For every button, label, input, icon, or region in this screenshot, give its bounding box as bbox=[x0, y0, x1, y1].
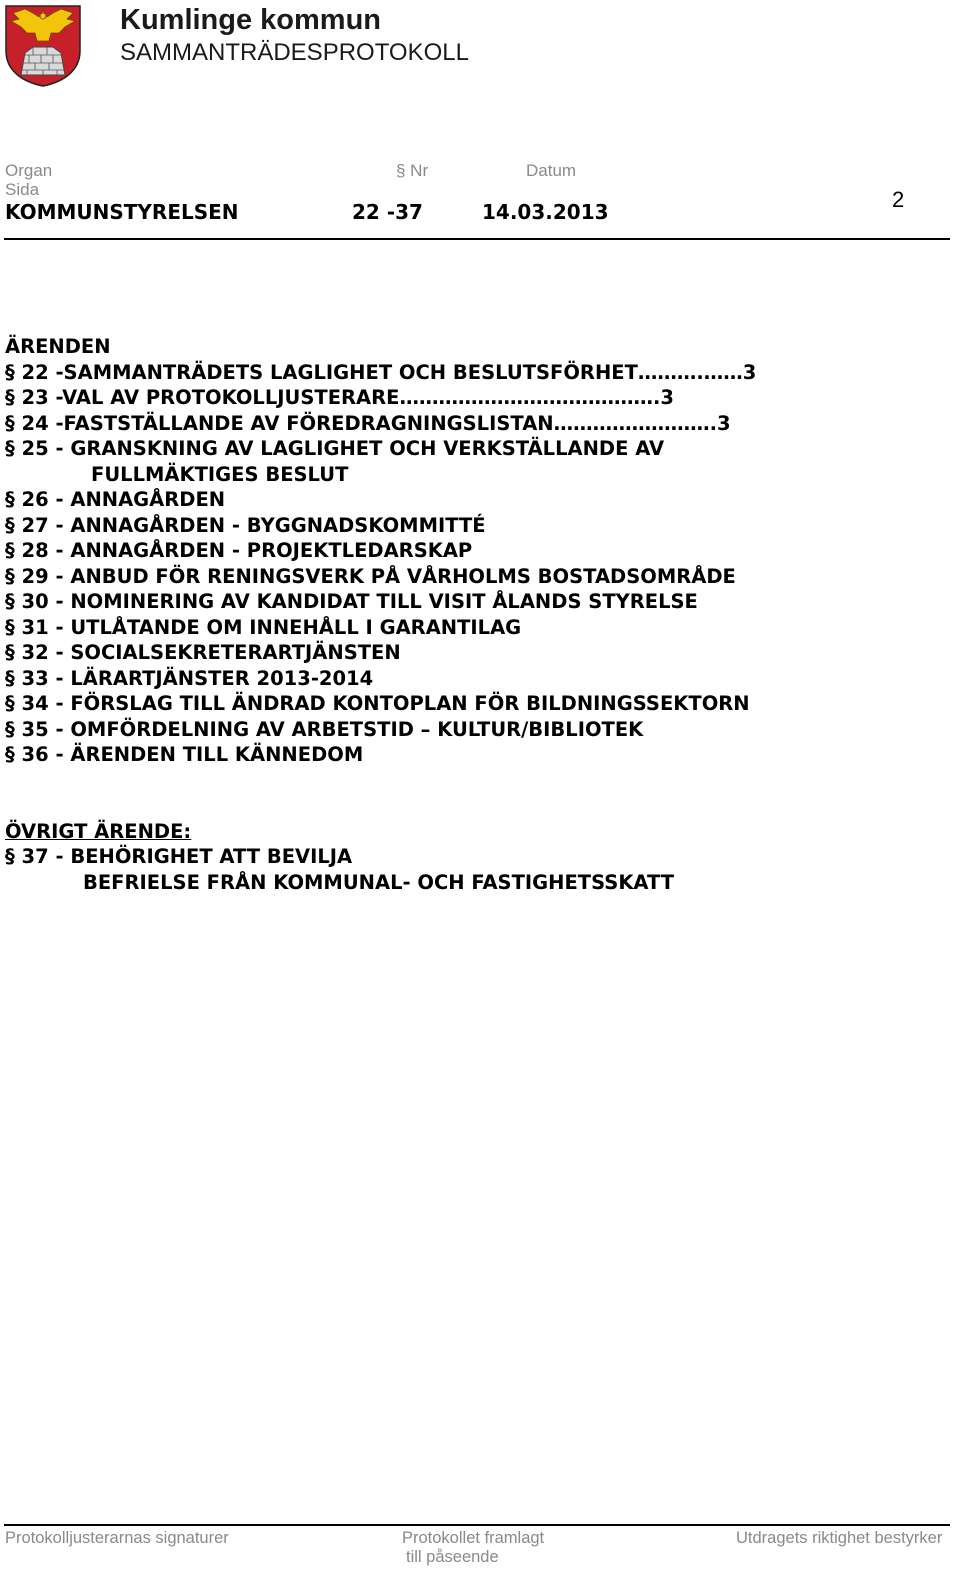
agenda-item: § 26 - ANNAGÅRDEN bbox=[5, 488, 226, 511]
agenda-item: § 28 - ANNAGÅRDEN - PROJEKTLEDARSKAP bbox=[5, 539, 473, 562]
agenda-item: § 25 - GRANSKNING AV LAGLIGHET OCH VERKSTÄLLANDE AV bbox=[5, 437, 665, 460]
section-nr-value: 22 -37 bbox=[352, 200, 423, 224]
section-nr-label: § Nr bbox=[396, 161, 429, 180]
municipality-crest-logo bbox=[3, 3, 83, 88]
agenda-heading: ÄRENDEN bbox=[5, 335, 111, 358]
date-label: Datum bbox=[526, 161, 577, 180]
organ-value: KOMMUNSTYRELSEN bbox=[5, 200, 239, 224]
agenda-item: § 32 - SOCIALSEKRETERARTJÄNSTEN bbox=[5, 641, 401, 664]
agenda-item: § 33 - LÄRARTJÄNSTER 2013-2014 bbox=[5, 666, 374, 690]
agenda-item: § 34 - FÖRSLAG TILL ÄNDRAD KONTOPLAN FÖR BILDNINGSSEKTORN bbox=[5, 692, 750, 715]
agenda-item: § 27 - ANNAGÅRDEN - BYGGNADSKOMMITTÉ bbox=[5, 513, 486, 537]
footer-divider bbox=[4, 1524, 950, 1526]
page-number: 2 bbox=[892, 187, 905, 212]
other-matters-item: § 37 - BEHÖRIGHET ATT BEVILJA bbox=[5, 845, 353, 868]
agenda-list bbox=[5, 334, 756, 895]
document-type: SAMMANTRÄDESPROTOKOLL bbox=[120, 39, 469, 66]
agenda-item: § 35 - OMFÖRDELNING AV ARBETSTID – KULTUR/BIBLIOTEK bbox=[5, 717, 644, 741]
certified-label: Utdragets riktighet bestyrker bbox=[736, 1529, 943, 1547]
agenda-item: § 29 - ANBUD FÖR RENINGSVERK PÅ VÅRHOLMS BOSTADSOMRÅDE bbox=[5, 564, 736, 588]
agenda-item: § 30 - NOMINERING AV KANDIDAT TILL VISIT ÅLANDS STYRELSE bbox=[5, 590, 698, 613]
organ-label: Organ bbox=[5, 161, 53, 180]
presented-label-2: till påseende bbox=[406, 1548, 499, 1566]
agenda-item: § 36 - ÄRENDEN TILL KÄNNEDOM bbox=[5, 743, 364, 766]
presented-label: Protokollet framlagt bbox=[402, 1529, 545, 1547]
municipality-name: Kumlinge kommun bbox=[120, 4, 382, 36]
agenda-item: § 23 -VAL AV PROTOKOLLJUSTERARE………………………………….3 bbox=[5, 386, 674, 409]
other-matters-heading: ÖVRIGT ÄRENDE: bbox=[5, 819, 192, 843]
agenda-item: § 24 -FASTSTÄLLANDE AV FÖREDRAGNINGSLISTAN…………………….3 bbox=[5, 411, 731, 435]
agenda-item: § 22 -SAMMANTRÄDETS LAGLIGHET OCH BESLUTSFÖRHET……….……3 bbox=[5, 360, 757, 384]
agenda-item: § 31 - UTLÅTANDE OM INNEHÅLL I GARANTILAG bbox=[5, 615, 522, 639]
date-value: 14.03.2013 bbox=[482, 200, 609, 224]
header-divider bbox=[4, 238, 950, 240]
other-matters-item-continuation: BEFRIELSE FRÅN KOMMUNAL- OCH FASTIGHETSSKATT bbox=[83, 870, 675, 894]
signatures-label: Protokolljusterarnas signaturer bbox=[5, 1529, 229, 1547]
agenda-item-continuation: FULLMÄKTIGES BESLUT bbox=[91, 462, 349, 486]
page-label: Sida bbox=[5, 180, 40, 199]
